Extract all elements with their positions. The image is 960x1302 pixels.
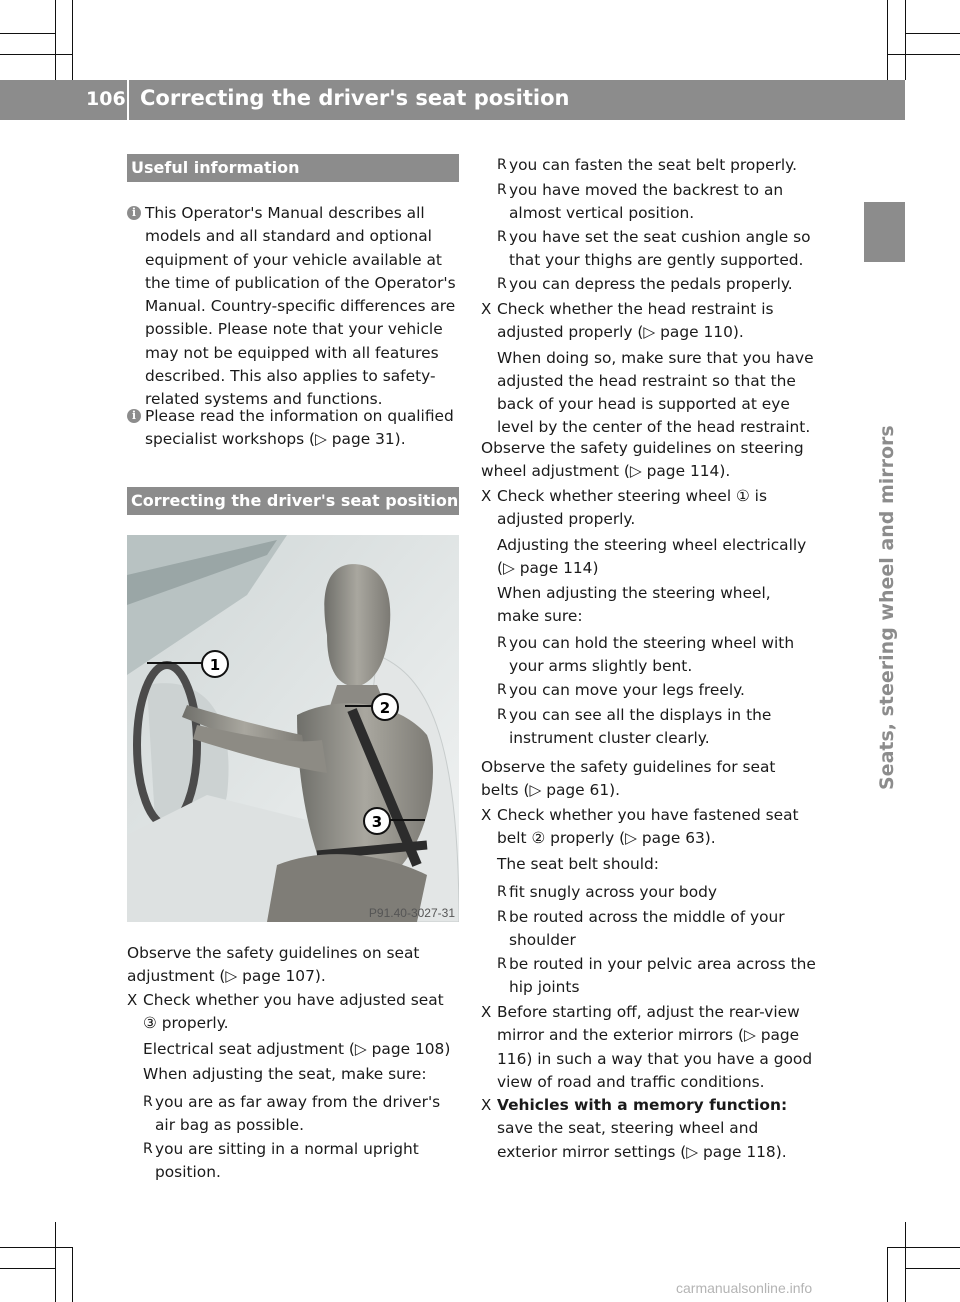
watermark: carmanualsonline.info [676,1280,813,1296]
crop-mark [0,1247,72,1248]
bullet-icon: R [497,182,507,198]
page-title: Correcting the driver's seat position [140,86,570,110]
info-note [127,202,460,412]
crop-mark [905,1268,960,1269]
bullet-text: you can move your legs freely. [509,681,745,699]
crop-mark [905,0,906,80]
crop-mark [55,1222,56,1302]
bullet-text: you have set the seat cushion angle so that your thighs are gently supported. [509,228,811,270]
step-memory [481,1094,816,1164]
intro-paragraph: Observe the safety guidelines on seat adjustment (▷ page 107). [127,944,420,986]
info-note [127,405,460,452]
step-text: Check whether steering wheel ① is adjusted properly. [497,487,767,529]
bullet [497,704,816,751]
bullet [497,953,816,1000]
bullet-icon: R [143,1094,153,1110]
bullet-text: you can depress the pedals properly. [509,275,793,293]
step-seat [127,989,460,1086]
step-subtext: The seat belt should: [497,854,659,873]
section-heading-seat: Correcting the driver's seat position [127,487,459,515]
bullet-icon: R [143,1141,153,1157]
crop-mark [905,33,960,34]
info-note-text: Please read the information on qualified specialist workshops (▷ page 31). [145,407,454,449]
step-mirrors [481,1001,816,1094]
bullet-text: be routed across the middle of your shoulder [509,908,785,950]
bullet-text: fit snugly across your body [509,883,717,901]
bullet [143,1138,460,1185]
bullet-icon: R [497,635,507,651]
bullet-icon: R [497,682,507,698]
bullet-icon: R [497,276,507,292]
bullet-icon: R [497,956,507,972]
bullet [497,881,816,904]
step-text: Check whether the head restraint is adjusted properly (▷ page 110). [497,300,774,342]
step-subtext: Electrical seat adjustment (▷ page 108) [143,1039,451,1058]
belts-paragraph: Observe the safety guidelines for seat belts (▷ page 61). [481,758,776,800]
bullet-text: you can fasten the seat belt properly. [509,156,797,174]
bullet [497,906,816,953]
steering-paragraph: Observe the safety guidelines on steering wheel adjustment (▷ page 114). [481,439,804,481]
step-subtext: Adjusting the steering wheel electrically (▷ page 114) [497,535,807,577]
step-icon: X [481,806,492,824]
step-head-restraint [481,298,816,440]
bullet [497,226,816,273]
bullet-icon: R [497,884,507,900]
step-text: Check whether you have fastened seat belt ② properly (▷ page 63). [497,806,799,848]
step-text [481,1094,816,1164]
crop-mark [887,0,888,80]
chapter-title: Seats, steering wheel and mirrors [876,425,898,790]
step-icon: X [481,1096,492,1114]
bullet [497,154,816,177]
header-divider [127,80,129,120]
step-text: Before starting off, adjust the rear-view mirror and the exterior mirrors (▷ page 116) in such a way that you have a good view of road and traffic conditions. [497,1003,813,1091]
step-subtext: When adjusting the steering wheel, make sure: [497,584,771,626]
step-icon: X [481,1003,492,1021]
callout-2: 2 [379,699,391,717]
section-heading-useful-info: Useful information [127,154,459,182]
memory-label: Vehicles with a memory function: [497,1096,788,1114]
crop-mark [0,33,55,34]
step-icon: X [481,487,492,505]
bullet [143,1091,460,1138]
info-icon: i [127,409,141,423]
bullet-icon: R [497,229,507,245]
bullet [497,679,816,702]
crop-mark [0,1268,55,1269]
bullet-text: you are as far away from the driver's air bag as possible. [155,1093,441,1135]
bullet-text: you are sitting in a normal upright position. [155,1140,419,1182]
step-icon: X [127,991,138,1009]
callout-3: 3 [371,813,383,831]
info-icon: i [127,206,141,220]
step-seat-belt [481,804,816,876]
crop-mark [72,0,73,80]
bullet-icon: R [497,909,507,925]
bullet-icon: R [497,157,507,173]
crop-mark [887,1247,960,1248]
bullet-text: you can hold the steering wheel with your arms slightly bent. [509,634,795,676]
crop-mark [905,1222,906,1302]
figure-code: P91.40-3027-31 [368,906,455,920]
step-icon: X [481,300,492,318]
crop-mark [0,54,72,55]
step-steering-wheel [481,485,816,629]
bullet-text: you have moved the backrest to an almost vertical position. [509,181,784,223]
chapter-tab [864,202,905,262]
bullet [497,273,816,296]
bullet-text: be routed in your pelvic area across the hip joints [509,955,816,997]
step-text: Check whether you have adjusted seat ③ properly. [143,991,444,1033]
bullet-icon: R [497,707,507,723]
crop-mark [887,54,960,55]
crop-mark [55,0,56,80]
callout-lines [127,535,459,922]
crop-mark [887,1247,888,1302]
bullet-text: you can see all the displays in the instrument cluster clearly. [509,706,772,748]
driver-seat-illustration [127,535,459,922]
step-subtext: When adjusting the seat, make sure: [143,1064,427,1083]
bullet [497,179,816,226]
callout-1: 1 [209,656,221,674]
page-number: 106 [86,88,126,110]
crop-mark [72,1247,73,1302]
step-subtext: When doing so, make sure that you have adjusted the head restraint so that the back of your head is supported at eye level by the center of the head restraint. [497,348,814,437]
info-note-text: This Operator's Manual describes all models and all standard and optional equipment of your vehicle available at the time of publication of the Operator's Manual. Country-specific differences are possible. Please note that your vehicle may not be equipped with all features described. This also applies to safety-related systems and functions. [145,204,456,409]
bullet [497,632,816,679]
memory-text: save the seat, steering wheel and exterior mirror settings (▷ page 118). [497,1119,787,1161]
